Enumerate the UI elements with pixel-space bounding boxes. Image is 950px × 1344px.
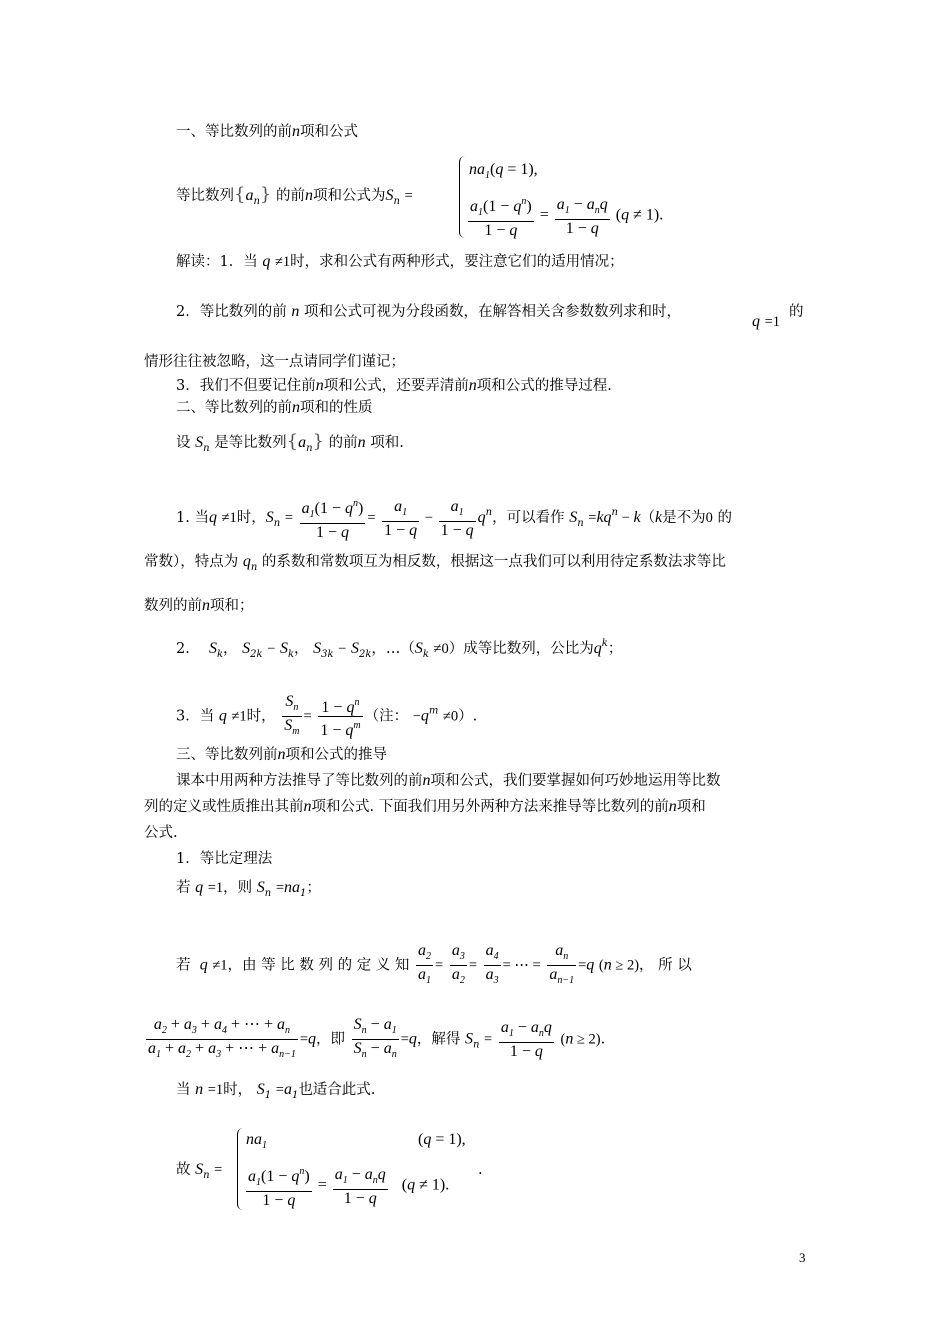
property1: 1. 当q ≠1时，$S_n$ = $\frac{a_1(1 - q^n)}{1 - q}$ = $\frac{a_1}{1 - q}$ − $\frac{a_1}{1 - q}$ $q^n$，可以看作 $S_n =kq^n - k(k$是不为0 的: [176, 495, 732, 541]
property3: 3．当 q ≠1时， $\frac{S_n}{S_m}$ = $\frac{1 - q^n}{1 - q^m}$ （注： $-q^m \ne 0$）.: [176, 693, 478, 739]
method1-heading: 1．等比定理法: [176, 851, 273, 867]
final-case1-condition: (q = 1),: [418, 1131, 466, 1148]
property2: 2． $S_k$， $S_{2k} - S_k$， $S_{3k} - S_{2k}$，$\dots(S_k \ne 0)$成等比数列，公比为$q^k$；: [176, 638, 623, 660]
section3-para2: 列的定义或性质推出其前n项和公式. 下面我们用另外两种方法来推导等比数列的前n项和: [144, 798, 706, 815]
final-period: .: [478, 1162, 483, 1178]
formula-case1: $na_1(q = 1)$,: [469, 161, 538, 181]
note3: 3．我们不但要记住前n项和公式，还要弄清前n项和公式的推导过程.: [176, 377, 612, 394]
formula-intro: 等比数列$\{a_n\}$ 的前n项和公式为$S_n$ =: [176, 184, 413, 207]
section3-para1: 课本中用两种方法推导了等比数列的前n项和公式，我们要掌握如何巧妙地运用等比数: [176, 772, 721, 789]
final-case1: $na_1$: [246, 1131, 267, 1151]
note2-formula: q =1: [752, 313, 781, 330]
note2-tail: 的: [789, 304, 804, 320]
section3-heading: 三、等比数列前n项和公式的推导: [176, 746, 387, 763]
note2-cont: 情形往往被忽略，这一点请同学们谨记；: [144, 354, 405, 370]
sum-ratio-line: $\frac{a_2 + a_3 + a_4 + \cdots + a_n}{a_1 + a_2 + a_3 + \cdots + a_{n-1}}$ =q，即 $\frac{S_n - a_1}{S_n - a_n}$ =q，解得 $S_n$ = $\frac{a_1 - a_nq}{1 - q}$ (n ≥ 2).: [148, 1016, 606, 1060]
section2-intro: 设 $S_n$ 是等比数列$\{a_n\}$ 的前n 项和.: [176, 431, 404, 454]
property1-cont: 常数），特点为 $q_n$ 的系数和常数项互为相反数，根据这一点我们可以利用待定系数法求等比: [144, 553, 726, 573]
note2: 2．等比数列的前 n 项和公式可视为分段函数，在解答相关含参数数列求和时，: [176, 303, 681, 320]
case-q-not-1: 若 q ≠1，由 等 比 数 列 的 定 义 知 $\frac{a_2}{a_1}$ = $\frac{a_3}{a_2}$ = $\frac{a_4}{a_3}$ = ⋯ = $\frac{a_n}{a_{n-1}}$ =q (n ≥ 2)， 所 以: [176, 942, 692, 986]
n-equals-1-line: 当 n =1时， $S_1 =a_1$也适合此式.: [176, 1081, 376, 1101]
formula-case2: $\frac{a_1(1 - q^n)}{1 - q}$ = $\frac{a_1 - a_nq}{1 - q}$ (q ≠ 1).: [466, 193, 663, 239]
case-q-equals-1: 若 q =1，则 $S_n =na_1$；: [176, 879, 321, 899]
note1: 解读：1．当 q ≠1时，求和公式有两种形式，要注意它们的适用情况；: [176, 253, 624, 270]
final-case2: $\frac{a_1(1 - q^n)}{1 - q}$ = $\frac{a_1 - a_nq}{1 - q}$ (q ≠ 1).: [244, 1163, 449, 1209]
section2-heading: 二、等比数列的前n项和的性质: [176, 399, 373, 416]
page-number: 3: [799, 1250, 806, 1265]
property1-cont2: 数列的前n项和；: [144, 597, 254, 614]
section3-para3: 公式.: [144, 825, 178, 841]
therefore-label: 故 $S_n$ =: [176, 1161, 223, 1181]
section1-heading: 一、等比数列的前n项和公式: [176, 123, 358, 140]
